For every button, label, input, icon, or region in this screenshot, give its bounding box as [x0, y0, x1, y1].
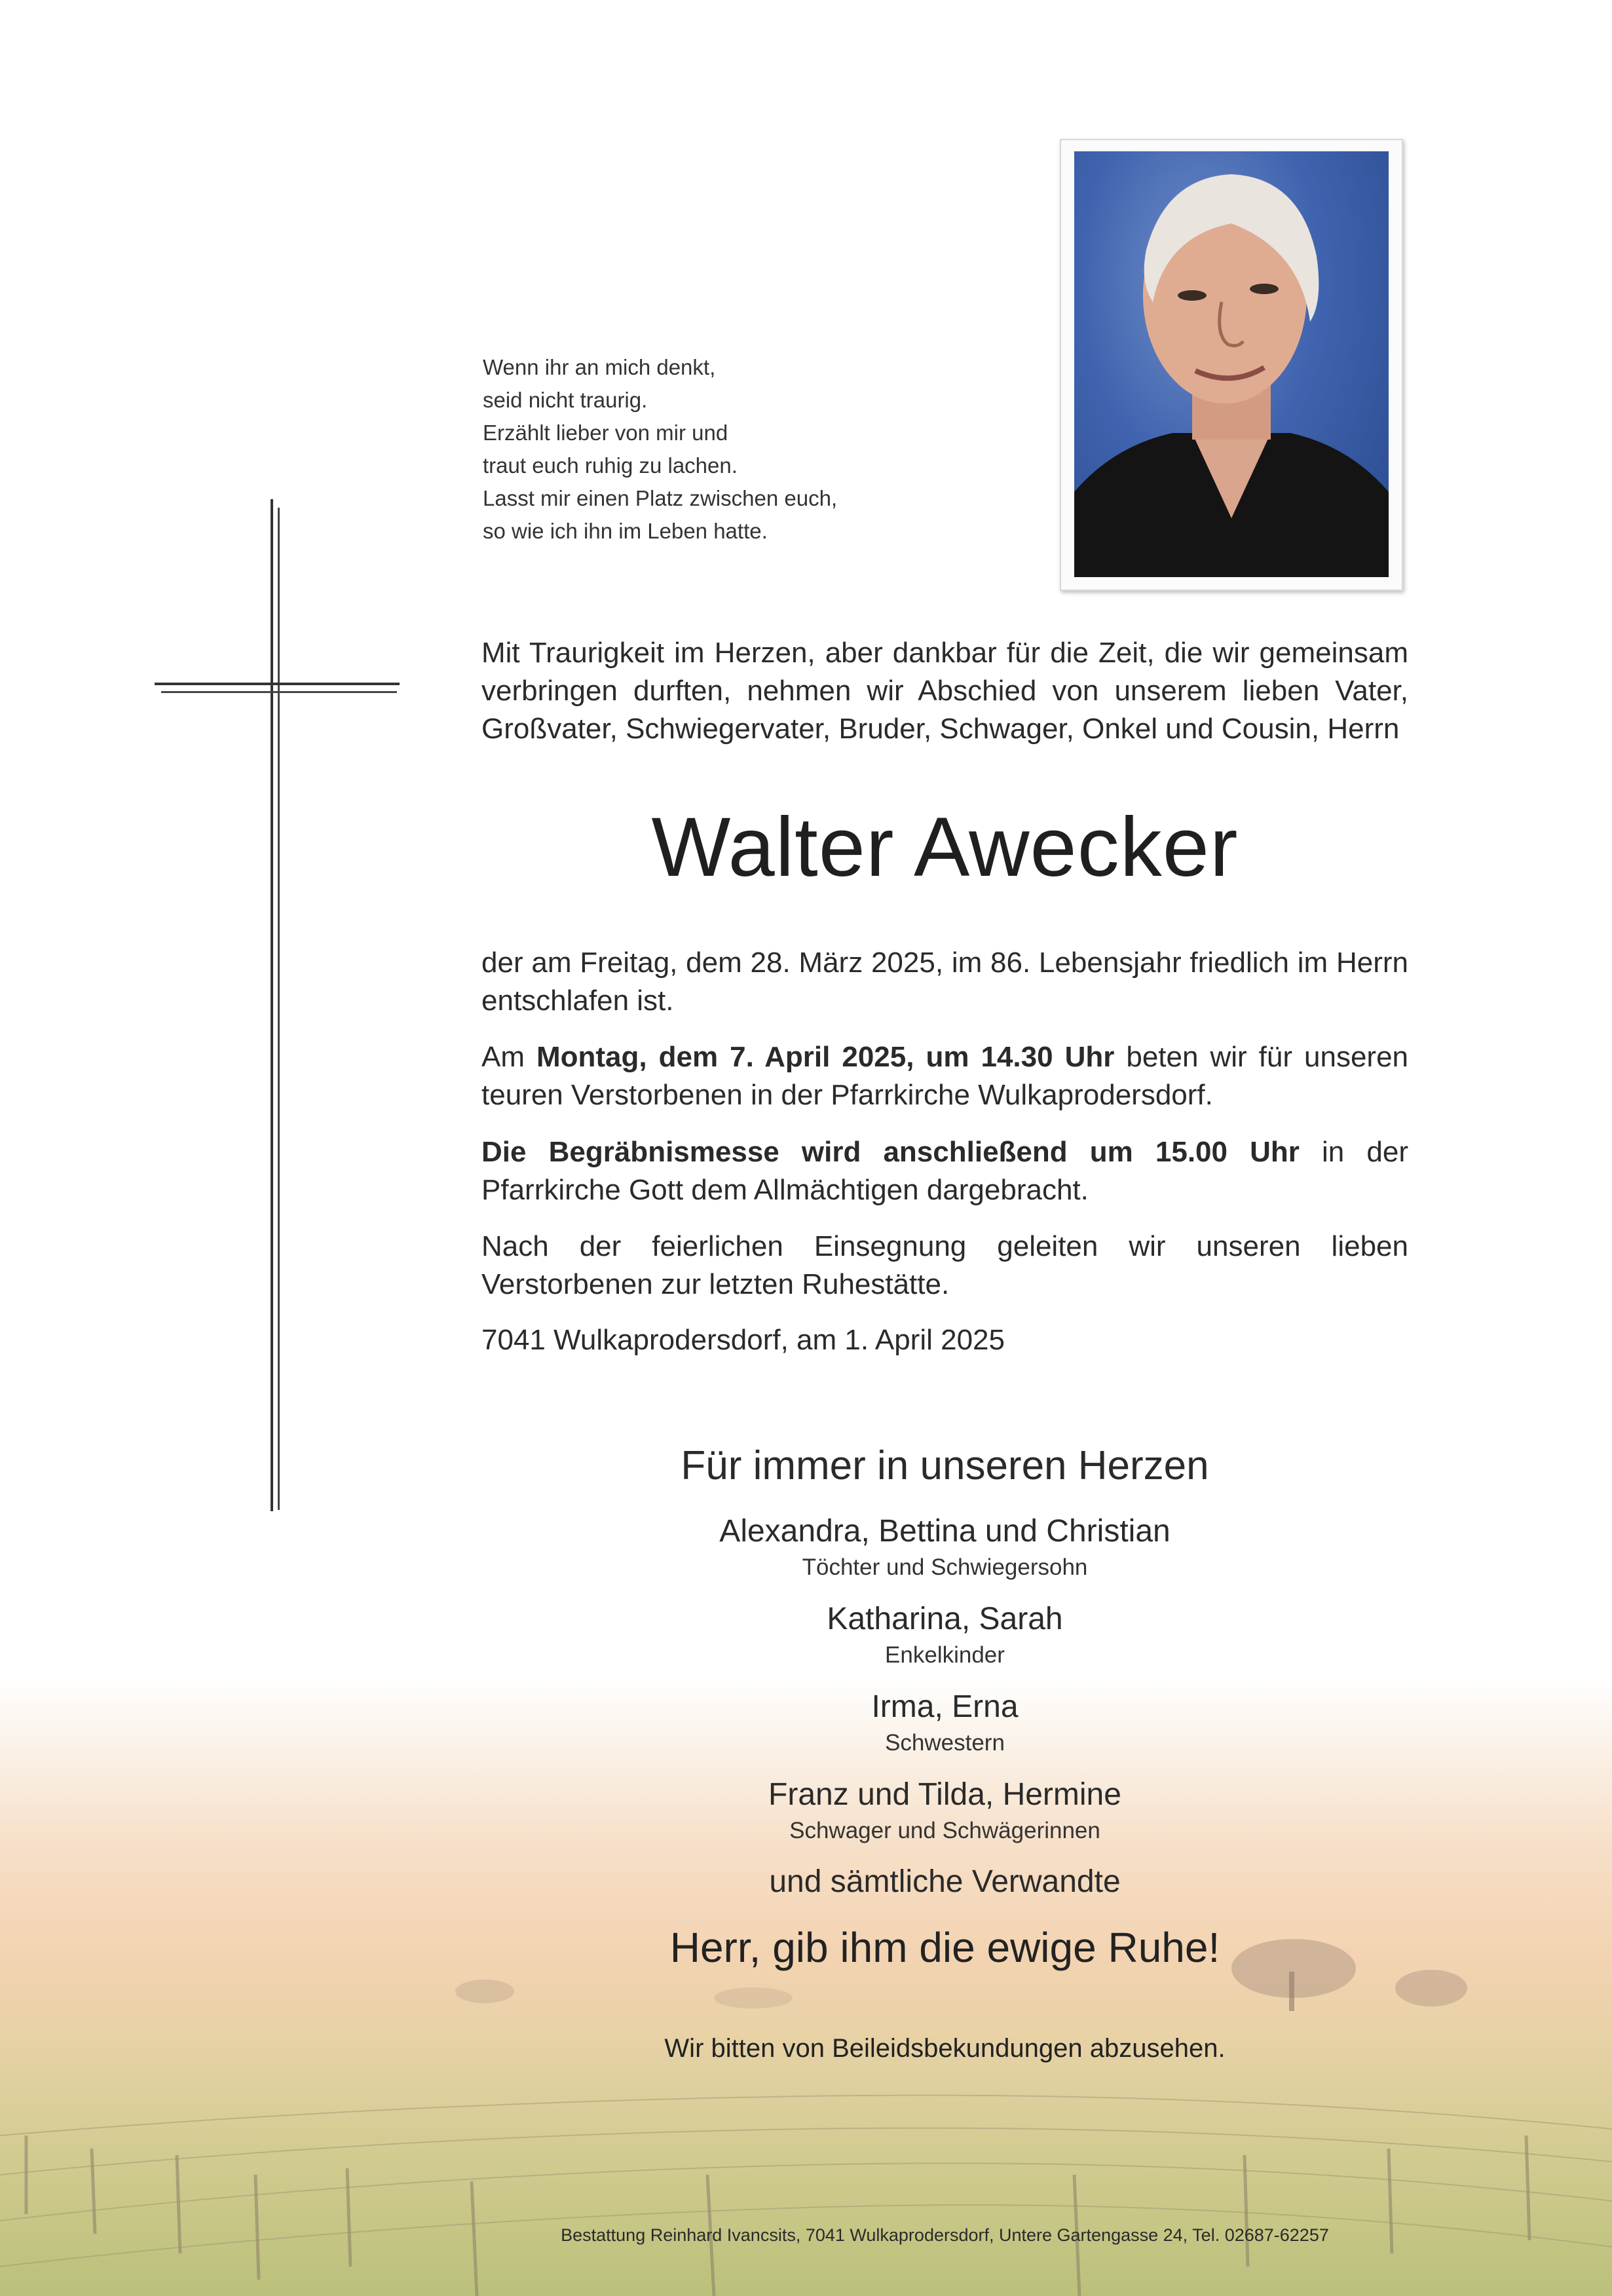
prayer-post: beten wir für unseren teuren Verstorbenen in der Pfarrkirche Wulkaprodersdorf. [481, 1041, 1409, 1111]
place-date: 7041 Wulkaprodersdorf, am 1. April 2025 [481, 1324, 1005, 1356]
portrait-frame [1060, 139, 1403, 591]
cross-horizontal-line-inner [161, 691, 397, 693]
poem-line: Wenn ihr an mich denkt, [483, 355, 716, 379]
mass-info [481, 1133, 1408, 1209]
poem-line: so wie ich ihn im Leben hatte. [483, 519, 768, 543]
prayer-date-time: Montag, dem 7. April 2025, um 14.30 Uhr [536, 1041, 1115, 1073]
portrait-photo [1074, 151, 1389, 577]
mass-time: Die Begräbnismesse wird anschließend um 15.00 Uhr [481, 1136, 1300, 1168]
family-relation: Schwager und Schwägerinnen [789, 1818, 1100, 1843]
cross-horizontal-line [155, 683, 400, 685]
poem-line: seid nicht traurig. [483, 388, 648, 412]
poem [483, 351, 902, 548]
prayer-info [481, 1038, 1408, 1114]
deceased-name: Walter Awecker [651, 800, 1239, 894]
condolence-note: Wir bitten von Beileidsbekundungen abzusehen. [664, 2034, 1226, 2063]
vineyard-background [0, 1677, 1612, 2296]
family-names: Katharina, Sarah [827, 1602, 1063, 1636]
burial-info: Nach der feierlichen Einsegnung geleiten wir unseren lieben Verstorbenen zur letzten Ruhestätte. [481, 1230, 1408, 1300]
prayer-pre: Am [481, 1041, 536, 1073]
funeral-home-footer: Bestattung Reinhard Ivancsits, 7041 Wulkaprodersdorf, Untere Gartengasse 24, Tel. 02687-62257 [561, 2225, 1329, 2245]
poem-line: Erzählt lieber von mir und [483, 421, 728, 445]
mass-post: in der Pfarrkirche Gott dem Allmächtigen dargebracht. [481, 1136, 1408, 1206]
poem-line: Lasst mir einen Platz zwischen euch, [483, 486, 838, 510]
forever-heading: Für immer in unseren Herzen [681, 1443, 1209, 1488]
death-notice: der am Freitag, dem 28. März 2025, im 86. Lebensjahr friedlich im Herrn entschlafen ist. [481, 947, 1408, 1017]
cross-vertical-line-inner [278, 508, 280, 1510]
relatives-line: und sämtliche Verwandte [769, 1864, 1121, 1899]
poem-line: traut euch ruhig zu lachen. [483, 453, 738, 478]
intro-text: Mit Traurigkeit im Herzen, aber dankbar für die Zeit, die wir gemeinsam verbringen durften, nehmen wir Abschied von unserem lieben Vater, Großvater, Schwiegervater, Bruder, Schwager, Onkel und Cousin, Herrn [481, 637, 1408, 745]
family-relation: Töchter und Schwiegersohn [802, 1554, 1088, 1580]
family-names: Irma, Erna [871, 1689, 1019, 1724]
blessing: Herr, gib ihm die ewige Ruhe! [669, 1924, 1220, 1971]
cross-vertical-line [271, 499, 273, 1511]
family-names: Franz und Tilda, Hermine [768, 1777, 1121, 1812]
family-relation: Enkelkinder [885, 1642, 1005, 1668]
family-names: Alexandra, Bettina und Christian [719, 1514, 1171, 1549]
family-relation: Schwestern [885, 1730, 1005, 1756]
